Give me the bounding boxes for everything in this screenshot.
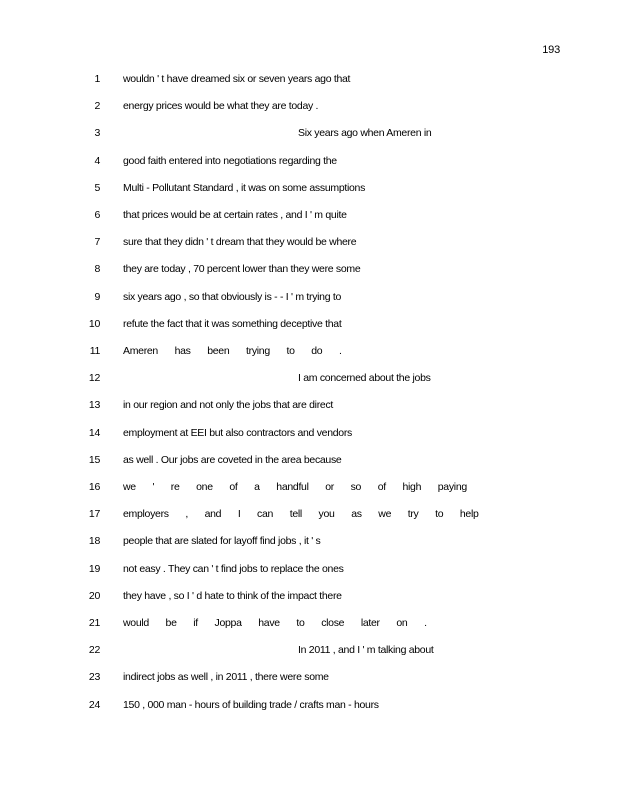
line-text: employers , and I can tell you as we try to help bbox=[123, 508, 479, 521]
transcript-line bbox=[0, 206, 618, 224]
line-number: 7 bbox=[94, 236, 100, 249]
line-number: 15 bbox=[88, 453, 100, 466]
transcript-line bbox=[0, 315, 618, 333]
transcript-line bbox=[0, 505, 618, 523]
line-text: we ' re one of a handful or so of high paying bbox=[123, 481, 467, 493]
line-text: 150 , 000 man - hours of building trade / crafts man - hours bbox=[123, 698, 379, 711]
line-text: Six years ago when Ameren in bbox=[298, 127, 432, 140]
line-text: people that are slated for layoff find jobs , it ' s bbox=[123, 535, 321, 548]
line-number: 5 bbox=[94, 181, 100, 194]
transcript-line bbox=[0, 233, 618, 251]
transcript-line bbox=[0, 614, 618, 632]
line-number: 16 bbox=[88, 481, 100, 493]
line-text: indirect jobs as well , in 2011 , there were some bbox=[123, 671, 329, 684]
line-number: 12 bbox=[88, 372, 100, 385]
line-number: 2 bbox=[94, 100, 100, 113]
transcript-line bbox=[0, 587, 618, 605]
transcript-line bbox=[0, 260, 618, 278]
line-number: 6 bbox=[94, 209, 100, 221]
line-number: 4 bbox=[94, 154, 100, 167]
transcript-line bbox=[0, 97, 618, 115]
line-number: 19 bbox=[88, 562, 100, 575]
line-number: 24 bbox=[88, 698, 100, 711]
line-text: six years ago , so that obviously is - - I ' m trying to bbox=[123, 290, 342, 303]
line-text: not easy . They can ' t find jobs to replace the ones bbox=[123, 562, 344, 575]
line-text: they are today , 70 percent lower than they were some bbox=[123, 263, 361, 276]
line-text: they have , so I ' d hate to think of the impact there bbox=[123, 589, 342, 602]
transcript-line bbox=[0, 152, 618, 170]
line-number: 18 bbox=[88, 535, 100, 548]
line-number: 20 bbox=[88, 589, 100, 602]
line-text: Ameren has been trying to do . bbox=[123, 345, 342, 357]
transcript-line bbox=[0, 560, 618, 578]
line-text: in our region and not only the jobs that are direct bbox=[123, 399, 334, 412]
line-number: 9 bbox=[94, 290, 100, 303]
line-number: 10 bbox=[88, 317, 100, 330]
line-number: 13 bbox=[88, 399, 100, 412]
transcript-line bbox=[0, 696, 618, 714]
transcript-line bbox=[0, 532, 618, 550]
transcript-line bbox=[0, 478, 618, 496]
line-text: employment at EEI but also contractors and vendors bbox=[123, 426, 352, 439]
line-text: energy prices would be what they are today . bbox=[123, 100, 319, 113]
line-text: good faith entered into negotiations regarding the bbox=[123, 154, 337, 167]
line-number: 3 bbox=[94, 127, 100, 140]
line-number: 23 bbox=[88, 671, 100, 684]
line-text: Multi - Pollutant Standard , it was on some assumptions bbox=[123, 181, 366, 194]
line-text: wouldn ' t have dreamed six or seven years ago that bbox=[123, 73, 351, 85]
transcript-line bbox=[0, 668, 618, 686]
line-text: refute the fact that it was something deceptive that bbox=[123, 317, 342, 330]
transcript-line bbox=[0, 451, 618, 469]
transcript-line bbox=[0, 288, 618, 306]
line-number: 17 bbox=[88, 508, 100, 521]
page-number: 193 bbox=[542, 44, 560, 56]
line-text: would be if Joppa have to close later on . bbox=[123, 617, 427, 629]
line-text: In 2011 , and I ' m talking about bbox=[298, 644, 434, 657]
line-number: 22 bbox=[88, 644, 100, 657]
transcript-line bbox=[0, 396, 618, 414]
transcript-line bbox=[0, 641, 618, 659]
line-text: as well . Our jobs are coveted in the area because bbox=[123, 453, 342, 466]
line-number: 11 bbox=[89, 345, 100, 357]
line-number: 21 bbox=[88, 617, 100, 629]
line-text: sure that they didn ' t dream that they would be where bbox=[123, 236, 357, 249]
transcript-line bbox=[0, 369, 618, 387]
transcript-line bbox=[0, 424, 618, 442]
transcript-line bbox=[0, 179, 618, 197]
transcript-line bbox=[0, 70, 618, 88]
transcript-line bbox=[0, 342, 618, 360]
line-text: I am concerned about the jobs bbox=[298, 372, 431, 385]
line-number: 14 bbox=[88, 426, 100, 439]
line-text: that prices would be at certain rates , and I ' m quite bbox=[123, 209, 347, 221]
transcript-line bbox=[0, 124, 618, 142]
line-number: 8 bbox=[94, 263, 100, 276]
line-number: 1 bbox=[94, 73, 100, 85]
